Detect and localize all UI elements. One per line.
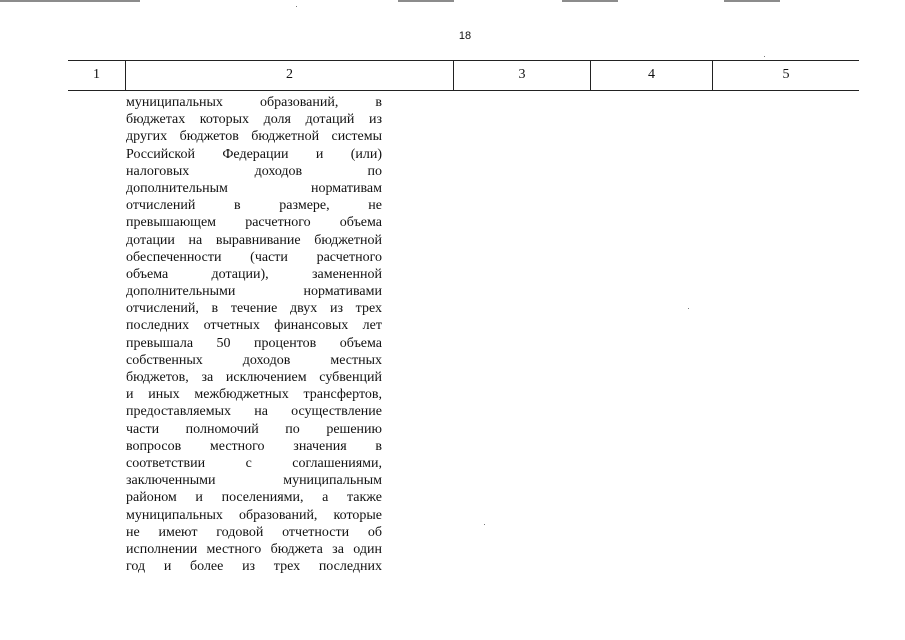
- scan-edge-left: [0, 0, 140, 2]
- text-line: муниципальных образований, которые: [126, 507, 382, 523]
- text-line: заключенными муниципальным: [126, 473, 382, 489]
- text-line: дополнительным нормативам: [126, 180, 382, 196]
- text-line: бюджетах которых доля дотаций из: [126, 112, 382, 128]
- text-line: отчислений, в течение двух из трех: [126, 301, 382, 317]
- header-cell-1: 1: [68, 61, 126, 90]
- text-line: Российской Федерации и (или): [126, 146, 382, 162]
- text-line: год и более из трех последних: [126, 559, 382, 575]
- text-line: превышала 50 процентов объема: [126, 335, 382, 351]
- scan-speck: [688, 308, 689, 309]
- scan-edge-right: [562, 0, 618, 2]
- header-cell-5: 5: [782, 67, 790, 82]
- text-line: объема дотации), замененной: [126, 266, 382, 282]
- column-2-text: [126, 94, 382, 575]
- text-line: дополнительными нормативами: [126, 284, 382, 300]
- header-cell-4: 4: [591, 61, 713, 90]
- text-line: соответствии с соглашениями,: [126, 455, 382, 471]
- text-line: отчислений в размере, не: [126, 198, 382, 214]
- scan-edge-far-right: [724, 0, 780, 2]
- scan-speck: [484, 524, 485, 525]
- text-line: обеспеченности (части расчетного: [126, 249, 382, 265]
- text-line: и иных межбюджетных трансфертов,: [126, 387, 382, 403]
- scan-speck: [764, 56, 765, 57]
- page-number: 18: [458, 30, 472, 42]
- text-line: районом и поселениями, а также: [126, 490, 382, 506]
- scan-edge-mid: [398, 0, 454, 2]
- text-line: части полномочий по решению: [126, 421, 382, 437]
- text-line: муниципальных образований, в: [126, 95, 382, 110]
- text-line: не имеют годовой отчетности об: [126, 524, 382, 540]
- text-line: собственных доходов местных: [126, 352, 382, 368]
- text-line: вопросов местного значения в: [126, 438, 382, 454]
- table-header-row: [68, 60, 859, 91]
- text-line: последних отчетных финансовых лет: [126, 318, 382, 334]
- text-line: дотации на выравнивание бюджетной: [126, 232, 382, 248]
- header-cell-2: 2: [126, 61, 454, 90]
- header-cell-3: 3: [454, 61, 591, 90]
- text-line: налоговых доходов по: [126, 163, 382, 179]
- text-line: бюджетов, за исключением субвенций: [126, 370, 382, 385]
- text-line: превышающем расчетного объема: [126, 215, 382, 231]
- text-line: предоставляемых на осуществление: [126, 404, 382, 420]
- scan-speck: [296, 6, 297, 7]
- text-line: исполнении местного бюджета за один: [126, 541, 382, 557]
- text-line: других бюджетов бюджетной системы: [126, 129, 382, 145]
